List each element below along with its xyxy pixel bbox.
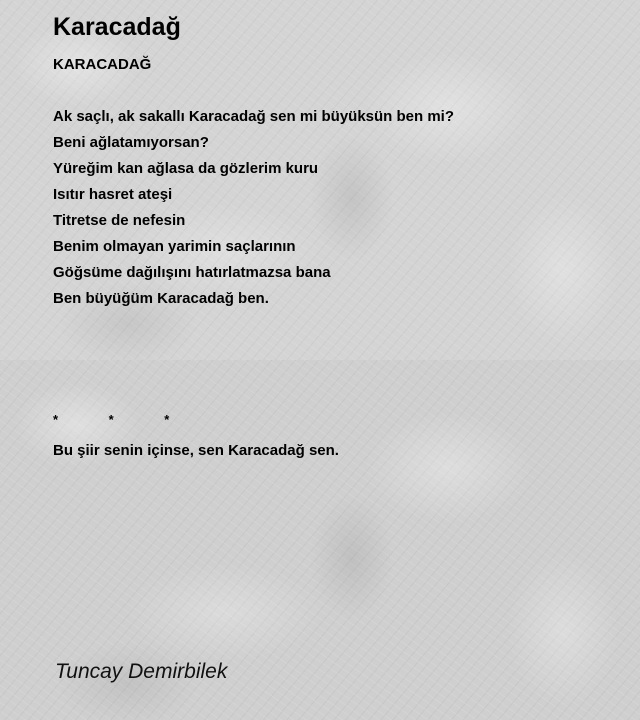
poem-line: Isıtır hasret ateşi	[53, 186, 173, 203]
poem-line: Benim olmayan yarimin saçlarının	[53, 238, 296, 255]
poem-line: Ak saçlı, ak sakallı Karacadağ sen mi büyüksün ben mi?	[53, 108, 455, 125]
author-name: Tuncay Demirbilek	[55, 660, 228, 683]
poem-line: Ben büyüğüm Karacadağ ben.	[53, 290, 269, 307]
poem-subtitle: KARACADAĞ	[53, 56, 152, 73]
poem-line: Beni ağlatamıyorsan?	[53, 134, 209, 151]
poem-line: Göğsüme dağılışını hatırlatmazsa bana	[53, 264, 331, 281]
section-separator: * * *	[53, 412, 170, 427]
poem-line: Titretse de nefesin	[53, 212, 186, 229]
poem-title: Karacadağ	[53, 13, 181, 41]
poem-line: Yüreğim kan ağlasa da gözlerim kuru	[53, 160, 319, 177]
closing-line: Bu şiir senin içinse, sen Karacadağ sen.	[53, 442, 339, 459]
